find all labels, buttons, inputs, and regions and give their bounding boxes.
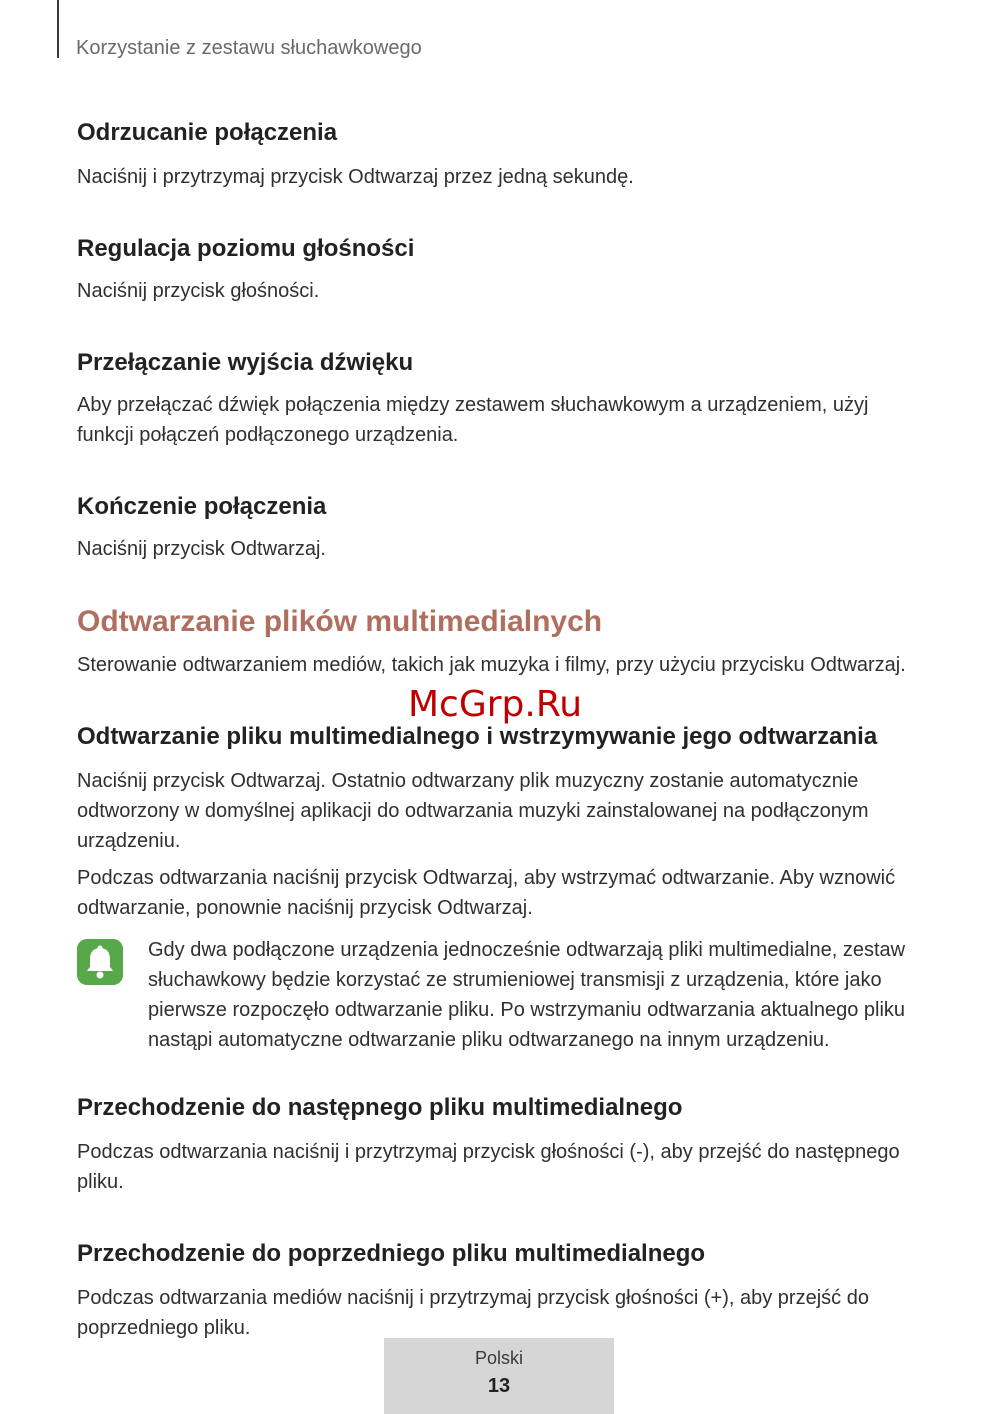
bell-icon xyxy=(77,939,123,985)
text-switch-audio: Aby przełączać dźwięk połączenia między zestawem słuchawkowym a urządzeniem, użyj funkcji połączeń podłączonego urządzenia. xyxy=(77,394,869,446)
heading-end-call: Kończenie połączenia xyxy=(77,493,327,520)
text-prev-file: Podczas odtwarzania mediów naciśnij i przytrzymaj przycisk głośności (+), aby przejść do poprzedniego pliku. xyxy=(77,1287,869,1339)
text-reject-call: Naciśnij i przytrzymaj przycisk Odtwarzaj przez jedną sekundę. xyxy=(77,166,634,188)
section-title-media: Odtwarzanie plików multimedialnych xyxy=(77,605,603,638)
text-next-file: Podczas odtwarzania naciśnij i przytrzymaj przycisk głośności (-), aby przejść do następnego pliku. xyxy=(77,1141,900,1193)
running-header: Korzystanie z zestawu słuchawkowego xyxy=(76,37,422,59)
text-media-intro: Sterowanie odtwarzaniem mediów, takich jak muzyka i filmy, przy użyciu przycisku Odtwarzaj. xyxy=(77,654,906,676)
text-volume: Naciśnij przycisk głośności. xyxy=(77,280,320,302)
heading-play-pause: Odtwarzanie pliku multimedialnego i wstrzymywanie jego odtwarzania xyxy=(77,723,878,750)
watermark-text: McGrp.Ru xyxy=(408,684,583,725)
heading-reject-call: Odrzucanie połączenia xyxy=(77,119,338,146)
text-play-pause-1: Naciśnij przycisk Odtwarzaj. Ostatnio odtwarzany plik muzyczny zostanie automatycznie odtworzony w domyślnej aplikacji do odtwarzania muzyki zainstalowanej na podłączonym urządzeniu. xyxy=(77,770,869,852)
heading-prev-file: Przechodzenie do poprzedniego pliku multimedialnego xyxy=(77,1240,706,1267)
page-number: 13 xyxy=(487,1375,511,1397)
text-play-pause-2: Podczas odtwarzania naciśnij przycisk Odtwarzaj, aby wstrzymać odtwarzanie. Aby wznowić odtwarzanie, ponownie naciśnij przycisk Odtwarzaj. xyxy=(77,867,896,919)
text-end-call: Naciśnij przycisk Odtwarzaj. xyxy=(77,538,326,560)
header-rule xyxy=(57,0,59,58)
heading-switch-audio: Przełączanie wyjścia dźwięku xyxy=(77,349,414,376)
footer-box xyxy=(384,1338,614,1414)
heading-volume: Regulacja poziomu głośności xyxy=(77,235,415,262)
note-block xyxy=(77,935,927,1055)
page-content xyxy=(77,116,927,1343)
footer-language: Polski xyxy=(474,1348,523,1368)
note-text: Gdy dwa podłączone urządzenia jednocześnie odtwarzają pliki multimedialne, zestaw słuchawkowy będzie korzystać ze strumieniowej transmisji z urządzenia, które jako pierwsze rozpoczęło odtwarzanie pliku. Po wstrzymaniu odtwarzania aktualnego pliku nastąpi automatyczne odtwarzanie pliku odtwarzanego na innym urządzeniu. xyxy=(148,939,906,1051)
heading-next-file: Przechodzenie do następnego pliku multimedialnego xyxy=(77,1094,683,1121)
